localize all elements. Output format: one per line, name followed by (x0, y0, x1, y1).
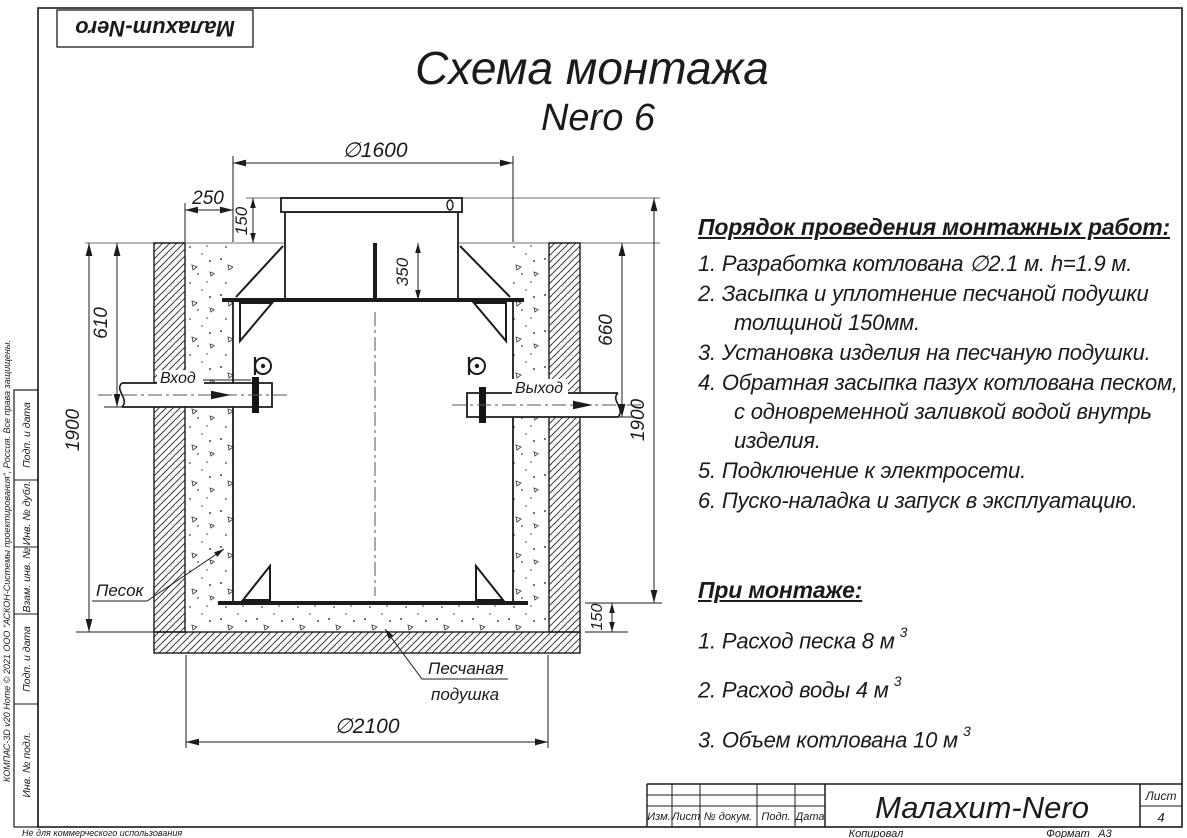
tank-lid (281, 198, 462, 212)
logo-box (57, 10, 253, 47)
kompas-copyright: КОМПАС-3D v20 Home © 2021 ООО "АСКОН-Системы проектирования", Россия. Все права защищены. (2, 340, 12, 782)
tb-col-data: Дата (795, 811, 825, 823)
dim-inlet-depth: 610 (91, 307, 112, 339)
cushion-label-1: Песчаная (428, 659, 504, 678)
tb-format-value: А3 (1098, 828, 1112, 838)
tb-col-podp: Подп. (761, 811, 791, 823)
instruction-step: 1. Разработка котлована ∅2.1 м. h=1.9 м. (698, 251, 1133, 276)
montage-item (698, 672, 1180, 702)
lifting-lug-left (255, 357, 271, 375)
instruction-step: 6. Пуско-наладка и запуск в эксплуатацию. (698, 488, 1138, 513)
strip-cell-podp-data-2: Подп. и дата (21, 626, 33, 692)
page-title: Схема монтажа (415, 42, 769, 94)
page-subtitle: Nero 6 (540, 97, 656, 139)
montage-item-sup: 3 (899, 624, 908, 640)
tb-col-izm: Изм. (647, 811, 671, 823)
strip-cell-inv-podl: Инв. № подл. (21, 732, 33, 798)
montage-item-text: 1. Расход песка 8 м (698, 628, 895, 654)
tb-sheet-label: Лист (1145, 789, 1177, 803)
logo-text: Малахит-Nero (75, 16, 235, 41)
dim-cushion: 150 (589, 603, 606, 631)
dim-wall-gap: 250 (192, 188, 224, 209)
pit-wall-right (549, 243, 580, 632)
montage-item (698, 722, 1180, 752)
strip-cell-inv-dubl: Инв. № дубл. (21, 480, 33, 546)
cushion-label-2: подушка (431, 685, 500, 704)
outlet-label: Выход (515, 380, 564, 397)
instruction-step: 5. Подключение к электросети. (698, 458, 1026, 483)
tb-col-doc: № докум. (703, 811, 753, 823)
dim-tank-height: 1900 (628, 398, 649, 442)
montage-item-sup: 3 (893, 673, 902, 690)
tb-format-label: Формат (1046, 828, 1090, 838)
strip-cell-vzam-inv: Взам. инв. № (21, 547, 33, 613)
pit-bottom-slab (154, 632, 580, 653)
dim-tank-diameter: ∅1600 (342, 139, 408, 162)
inlet-label: Вход (160, 370, 196, 387)
neck-gusset-left (236, 246, 283, 297)
instruction-step: 3. Установка изделия на песчаную подушки. (698, 340, 1151, 365)
dim-outlet-depth: 660 (596, 314, 617, 346)
neck-gusset-right (460, 246, 510, 297)
installation-instructions (698, 214, 1180, 516)
dim-lid-height: 150 (232, 206, 251, 236)
lifting-lug-right (469, 357, 485, 375)
instruction-step: 4. Обратная засыпка пазух котлована песком, с одновременной заливкой водой внутрь изделия. (698, 370, 1178, 453)
montage-requirements (698, 577, 1180, 752)
tank-body (233, 300, 513, 604)
instructions-heading: Порядок проведения монтажных работ: (698, 214, 1171, 240)
montage-item-text: 2. Расход воды 4 м (698, 677, 889, 703)
non-commercial-note: Не для коммерческого использования (22, 828, 183, 838)
montage-item-sup: 3 (962, 722, 971, 739)
tank-neck (285, 212, 458, 300)
montage-heading: При монтаже: (698, 577, 863, 603)
dim-pit-depth: 1900 (63, 408, 84, 452)
tb-copied: Копировал (848, 828, 904, 838)
pit-wall-left (154, 243, 185, 632)
tb-sheet-number: 4 (1157, 810, 1165, 825)
montage-item (698, 623, 1180, 653)
instruction-step: 2. Засыпка и уплотнение песчаной подушки толщиной 150мм. (698, 281, 1149, 335)
dim-neck-height: 350 (393, 257, 412, 287)
tb-col-list: Лист (671, 811, 701, 823)
dim-pit-diameter: ∅2100 (334, 715, 400, 738)
montage-item-text: 3. Объем котлована 10 м (698, 726, 958, 752)
tb-doc-name: Малахит-Nero (875, 790, 1089, 825)
sand-label: Песок (96, 581, 144, 600)
strip-cell-podp-data-1: Подп. и дата (21, 402, 33, 468)
